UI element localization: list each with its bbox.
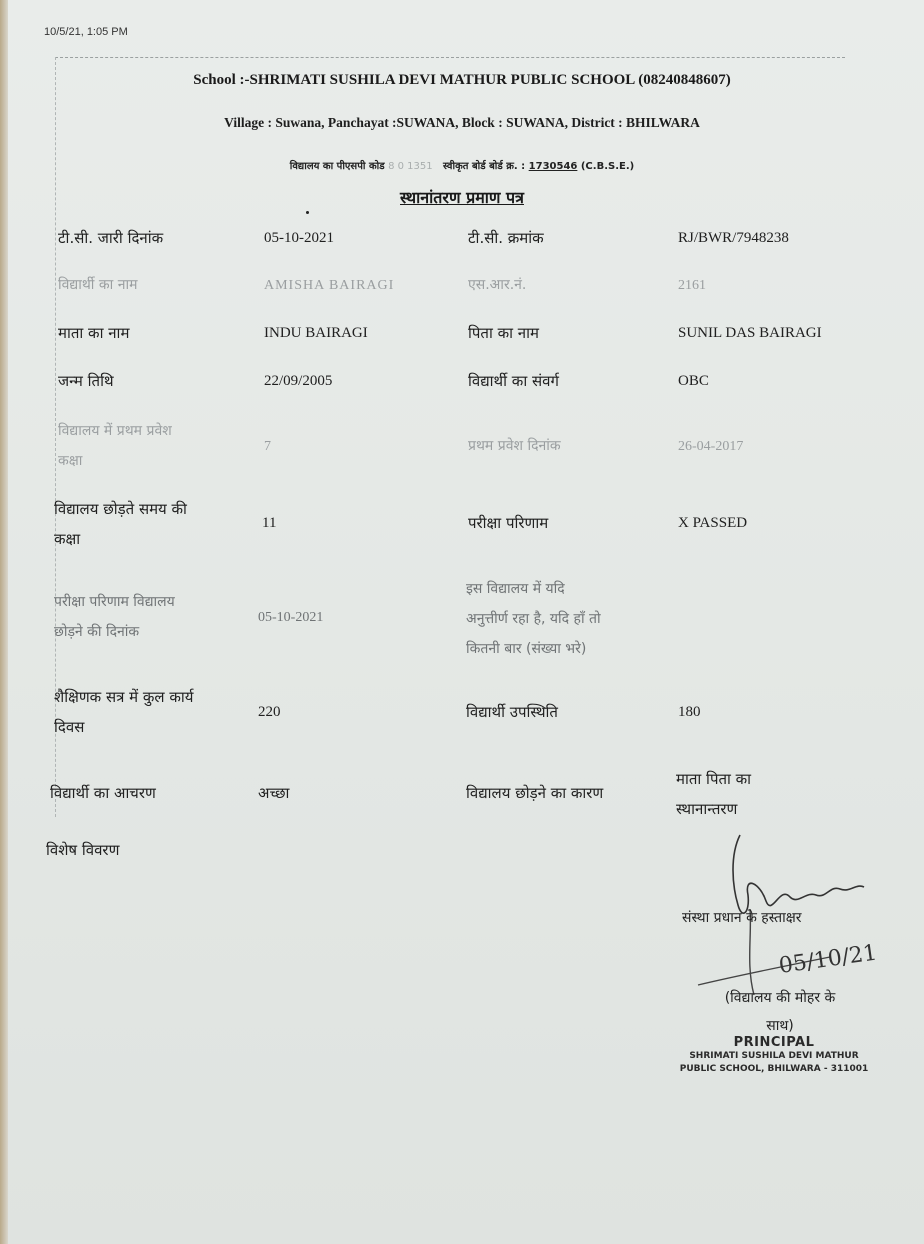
student-name-value: AMISHA BAIRAGI [264,278,395,293]
leaving-reason-label: विद्यालय छोड़ने का कारण [466,784,604,802]
mother-name-value: INDU BAIRAGI [264,325,368,341]
attendance-value: 180 [678,704,701,720]
school-name: School :-SHRIMATI SUSHILA DEVI MATHUR PUBLIC SCHOOL (08240848607) [193,72,731,88]
category-label: विद्यार्थी का संवर्ग [468,372,559,390]
seal-label-line1: (विद्यालय की मोहर के [724,990,836,1006]
result-leaving-date-value: 05-10-2021 [258,610,324,625]
board-code-value: 1730546 [528,161,578,172]
stamp-title: PRINCIPAL [733,1035,815,1050]
special-remarks-label: विशेष विवरण [46,841,120,859]
sr-number-value: 2161 [678,278,706,293]
exam-result-value: X PASSED [678,515,748,531]
school-codes [0,158,924,172]
school-address: Village : Suwana, Panchayat :SUWANA, Block : SUWANA, District : BHILWARA [224,115,700,130]
working-days-value: 220 [258,704,281,720]
tc-issue-date-label: टी.सी. जारी दिनांक [58,229,164,247]
mother-name-label: माता का नाम [58,324,130,342]
leaving-reason-value-line2: स्थानान्तरण [676,800,738,818]
stamp-address-line: PUBLIC SCHOOL, BHILWARA - 311001 [679,1064,869,1074]
leaving-class-label-line2: कक्षा [54,530,81,548]
father-name-label: पिता का नाम [468,324,539,342]
student-name-label: विद्यार्थी का नाम [58,277,138,293]
dob-value: 22/09/2005 [264,373,333,389]
ink-dot [306,211,309,214]
tc-issue-date-value: 05-10-2021 [264,230,334,246]
signature-date: 05/10/21 [777,940,879,979]
conduct-value: अच्छा [258,784,290,802]
result-leaving-date-label-line1: परीक्षा परिणाम विद्यालय [54,594,175,610]
stamp-school-line: SHRIMATI SUSHILA DEVI MATHUR [689,1051,859,1061]
tc-number-value: RJ/BWR/7948238 [678,230,789,246]
dob-label: जन्म तिथि [58,372,114,390]
category-value: OBC [678,373,709,389]
failed-label-line3: कितनी बार (संख्या भरे) [466,641,587,657]
head-signature-label: संस्था प्रधान के हस्ताक्षर [682,910,802,926]
top-border [55,57,845,58]
document-title [0,186,924,208]
attendance-label: विद्यार्थी उपस्थिति [466,703,558,721]
document-title-text: स्थानांतरण प्रमाण पत्र [400,188,524,207]
leaving-class-label-line1: विद्यालय छोड़ते समय की [54,500,187,518]
leaving-class-value: 11 [262,515,277,531]
working-days-label-line2: दिवस [54,718,85,736]
seal-label [690,984,870,1040]
print-timestamp: 10/5/21, 1:05 PM [44,26,128,38]
board-code-label: स्वीकृत बोर्ड बोर्ड क्र. : [443,161,526,172]
father-name-value: SUNIL DAS BAIRAGI [678,325,822,341]
working-days-label-line1: शैक्षिणक सत्र में कुल कार्य [54,688,194,706]
first-admission-class-value: 7 [264,439,271,454]
first-admission-date-value: 26-04-2017 [678,439,744,454]
first-admission-date-label: प्रथम प्रवेश दिनांक [468,438,561,454]
board-name: (C.B.S.E.) [580,161,635,172]
first-admission-class-label-line1: विद्यालय में प्रथम प्रवेश [58,423,172,439]
sr-number-label: एस.आर.नं. [468,277,527,293]
first-admission-class-label-line2: कक्षा [58,453,83,469]
psp-code-value: 8 0 1351 [388,161,433,172]
tc-number-label: टी.सी. क्रमांक [468,229,544,247]
principal-stamp [674,1035,874,1076]
conduct-label: विद्यार्थी का आचरण [50,784,156,802]
leaving-reason-value-line1: माता पिता का [676,770,752,788]
failed-label-line1: इस विद्यालय में यदि [466,581,565,597]
failed-label-line2: अनुत्तीर्ण रहा है, यदि हाँ तो [466,611,601,627]
psp-code-label: विद्यालय का पीएसपी कोड [289,161,385,172]
exam-result-label: परीक्षा परिणाम [468,514,549,532]
result-leaving-date-label-line2: छोड़ने की दिनांक [54,624,140,640]
seal-label-line2: साथ) [766,1018,794,1034]
